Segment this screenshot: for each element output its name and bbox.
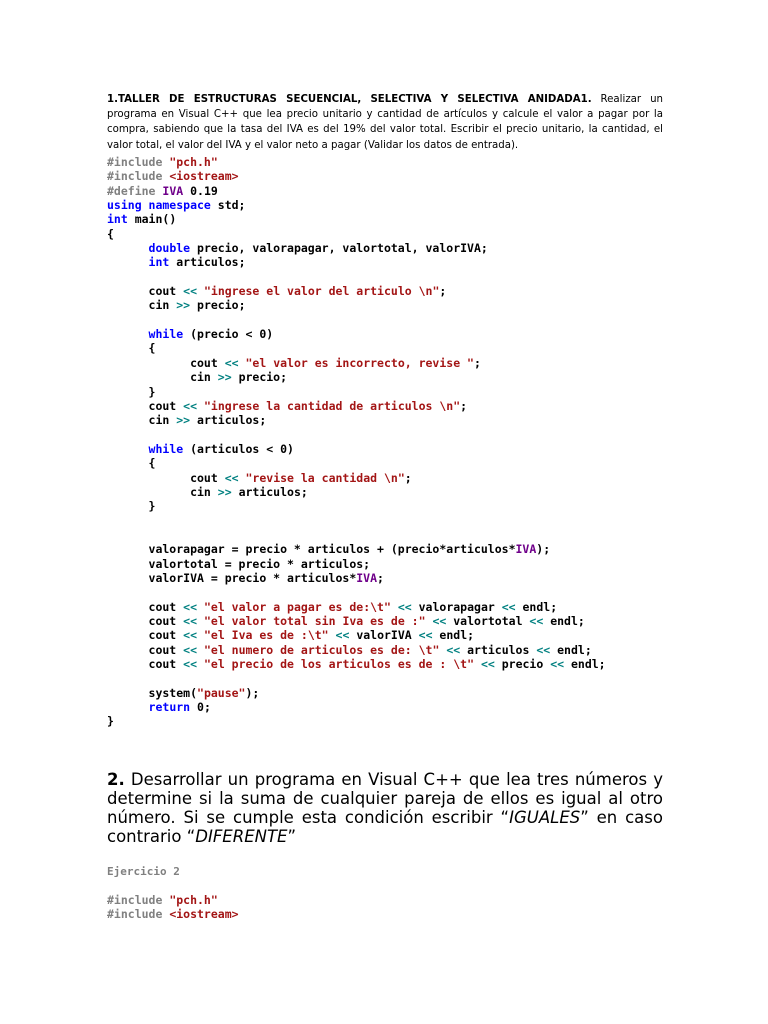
code-token: "pch.h" [169, 893, 218, 907]
code-token: cout [107, 355, 225, 370]
code-token: << [183, 657, 198, 672]
code-token: } [107, 714, 114, 729]
code-token: double [148, 241, 191, 256]
code-token [107, 327, 149, 341]
code-token [197, 657, 204, 671]
code-line [107, 442, 606, 456]
code-line [107, 284, 606, 298]
code-line [107, 514, 606, 528]
code-line [107, 714, 606, 728]
code-line [107, 485, 606, 499]
code-line [107, 542, 606, 556]
code-token: cin [107, 413, 177, 428]
code-line [107, 571, 606, 585]
exercise-2-text-a: Desarrollar un programa en Visual C++ que lea tres números y determine si la suma de cualquier pareja de ellos es igual al otro número. Si se cumple esta condición escribir “ [107, 770, 663, 827]
code-token: valorapagar = precio * articulos + (precio*articulos* [107, 542, 516, 557]
code-token: << [183, 398, 198, 413]
code-token: cin [107, 298, 177, 313]
code-token: valortotal [446, 614, 530, 628]
code-token: valorIVA [349, 628, 419, 643]
code-token: { [107, 456, 156, 471]
code-line [107, 686, 606, 700]
code-token: "el valor total sin Iva es de :" [203, 614, 426, 628]
code-line [107, 456, 606, 470]
code-token: IVA [356, 570, 378, 585]
code-token: endl; [550, 642, 592, 657]
code-token: <iostream> [169, 907, 239, 922]
exercise-1-heading: 1.TALLER DE ESTRUCTURAS SECUENCIAL, SELECTIVA Y SELECTIVA ANIDADA1. [107, 94, 592, 105]
exercise-2-text-b: ” en caso contrario “ [107, 808, 663, 846]
code-token: endl; [564, 657, 606, 672]
code-token: { [107, 226, 114, 241]
code-line [107, 471, 606, 485]
code-token: (precio < 0) [183, 327, 274, 342]
code-token: articulos; [231, 484, 308, 499]
code-token: "pch.h" [169, 155, 218, 169]
code-token: precio [494, 657, 551, 672]
exercise-2-label: Ejercicio 2 [107, 865, 180, 878]
code-token: cout [107, 657, 184, 672]
exercise-2-number: 2. [107, 770, 125, 789]
code-token [107, 700, 149, 714]
code-token: << [550, 657, 565, 672]
code-line [107, 227, 606, 241]
code-line [107, 628, 606, 642]
code-token: << [224, 355, 239, 370]
code-token: << [183, 642, 198, 657]
code-token: articulos [460, 642, 537, 657]
code-line [107, 643, 606, 657]
code-token: valorapagar [411, 599, 502, 614]
code-token: articulos; [190, 413, 267, 428]
code-token [474, 657, 481, 671]
code-token: "el Iva es de :\t" [203, 628, 329, 643]
code-token: IVA [162, 183, 184, 198]
code-token: "el valor es incorrecto, revise " [245, 355, 474, 370]
code-token [197, 399, 204, 413]
code-token: << [536, 642, 551, 657]
code-line [107, 600, 606, 614]
code-token [197, 614, 204, 628]
code-token: cout [107, 398, 184, 413]
code-token: << [397, 599, 412, 614]
code-token: int [148, 255, 170, 270]
exercise-2-statement [107, 770, 663, 846]
code-token: #include [107, 893, 170, 907]
code-token: return [148, 700, 191, 715]
code-line [107, 370, 606, 384]
code-line [107, 428, 606, 442]
code-line [107, 557, 606, 571]
code-line [107, 528, 606, 542]
code-token: ); [245, 685, 260, 700]
code-token: << [418, 628, 433, 643]
code-token: cin [107, 484, 218, 499]
exercise-1-statement [107, 92, 663, 153]
code-token: endl; [543, 614, 585, 628]
code-token: precio; [231, 370, 288, 385]
code-token: articulos; [169, 255, 246, 270]
code-token: 0; [190, 700, 211, 715]
code-token: cout [107, 284, 184, 299]
code-token: << [480, 657, 495, 672]
exercise-2-diferente: DIFERENTE [195, 827, 288, 846]
code-token: << [432, 614, 447, 628]
code-line [107, 657, 606, 671]
code-token [239, 356, 246, 370]
code-token: } [107, 384, 156, 399]
code-line [107, 893, 239, 907]
code-token: IVA [515, 542, 537, 557]
code-token: >> [217, 370, 232, 385]
code-token: cout [107, 599, 184, 614]
code-line [107, 169, 606, 183]
code-token: using namespace [107, 198, 211, 213]
code-token: } [107, 499, 156, 514]
code-token: int [107, 212, 128, 227]
code-line [107, 671, 606, 685]
code-token: main() [127, 212, 177, 227]
code-token: << [183, 628, 198, 643]
code-token: precio; [190, 298, 246, 313]
code-token: cout [107, 642, 184, 657]
code-token: ; [377, 570, 384, 585]
exercise-2-iguales: IGUALES [509, 808, 581, 827]
code-token: cout [107, 614, 184, 628]
code-token: valorIVA = precio * articulos* [107, 570, 357, 585]
code-token: << [183, 284, 198, 299]
code-token: ); [536, 542, 551, 557]
code-token [329, 628, 336, 642]
code-token: ; [439, 284, 447, 299]
code-token: << [335, 628, 350, 643]
code-token: #include [107, 907, 170, 922]
code-token: #define [107, 183, 163, 198]
code-token: ; [404, 470, 412, 485]
code-line [107, 212, 606, 226]
code-line [107, 241, 606, 255]
code-token [107, 241, 149, 255]
code-line [107, 255, 606, 269]
code-token: >> [217, 484, 232, 499]
code-token: << [446, 642, 461, 657]
exercise-1-text: Realizar un programa en Visual C++ que lea precio unitario y cantidad de artículos y calcule el valor a pagar por la compra, sabiendo que la tasa del IVA es del 19% del valor total. Escribir el precio unitario, la cantidad, el valor total, el valor del IVA y el valor neto a pagar (Validar los datos de entrada). [107, 94, 663, 151]
code-token: "pause" [197, 685, 246, 700]
code-token [197, 600, 204, 614]
exercise-2-text-c: ” [287, 827, 297, 846]
code-line [107, 385, 606, 399]
code-token: { [107, 341, 156, 356]
code-token [197, 643, 204, 657]
code-token: "el precio de los articulos es de : \t" [203, 657, 474, 672]
code-line [107, 907, 239, 921]
code-line [107, 499, 606, 513]
code-token [107, 255, 149, 269]
code-token: std; [210, 198, 246, 213]
code-line [107, 184, 606, 198]
code-token: endl; [432, 628, 475, 643]
code-line [107, 155, 606, 169]
code-token: ; [460, 398, 468, 413]
code-token: "el numero de articulos es de: \t" [203, 642, 440, 657]
code-line [107, 413, 606, 427]
code-token: cout [107, 470, 225, 485]
code-line [107, 313, 606, 327]
code-token: precio, valorapagar, valortotal, valorIVA; [190, 241, 488, 256]
code-block-exercise-2 [107, 893, 239, 922]
code-token [391, 600, 398, 614]
code-token: >> [176, 413, 191, 428]
code-line [107, 270, 606, 284]
code-token: <iostream> [169, 169, 239, 184]
code-token: "revise la cantidad \n" [245, 470, 405, 485]
code-line [107, 585, 606, 599]
code-token: "ingrese el valor del articulo \n" [203, 284, 440, 299]
code-token [239, 471, 246, 485]
code-token: << [501, 599, 516, 614]
code-token: << [529, 614, 544, 628]
code-token: system( [107, 685, 198, 700]
code-token: #include [107, 155, 170, 169]
code-token: cin [107, 370, 218, 385]
code-line [107, 341, 606, 355]
code-token [107, 442, 149, 456]
code-token [197, 628, 204, 642]
code-token: endl; [515, 599, 558, 614]
code-token: valortotal = precio * articulos; [107, 556, 371, 571]
code-line [107, 399, 606, 413]
code-token: "ingrese la cantidad de articulos \n" [203, 398, 461, 413]
code-token: "el valor a pagar es de:\t" [203, 599, 391, 614]
code-token: while [148, 327, 184, 342]
code-line [107, 198, 606, 212]
code-token: 0.19 [183, 183, 218, 198]
code-token: << [183, 599, 198, 614]
code-line [107, 614, 606, 628]
code-line [107, 327, 606, 341]
code-token: #include [107, 169, 170, 184]
code-block-exercise-1 [107, 155, 606, 729]
code-token: << [224, 470, 239, 485]
code-line [107, 700, 606, 714]
code-token [197, 284, 204, 298]
code-token: ; [473, 355, 481, 370]
code-line [107, 298, 606, 312]
code-token: cout [107, 628, 184, 643]
code-token: << [183, 614, 198, 628]
code-line [107, 356, 606, 370]
code-token: (articulos < 0) [183, 441, 294, 456]
code-token: while [148, 441, 184, 456]
code-token: >> [176, 298, 191, 313]
